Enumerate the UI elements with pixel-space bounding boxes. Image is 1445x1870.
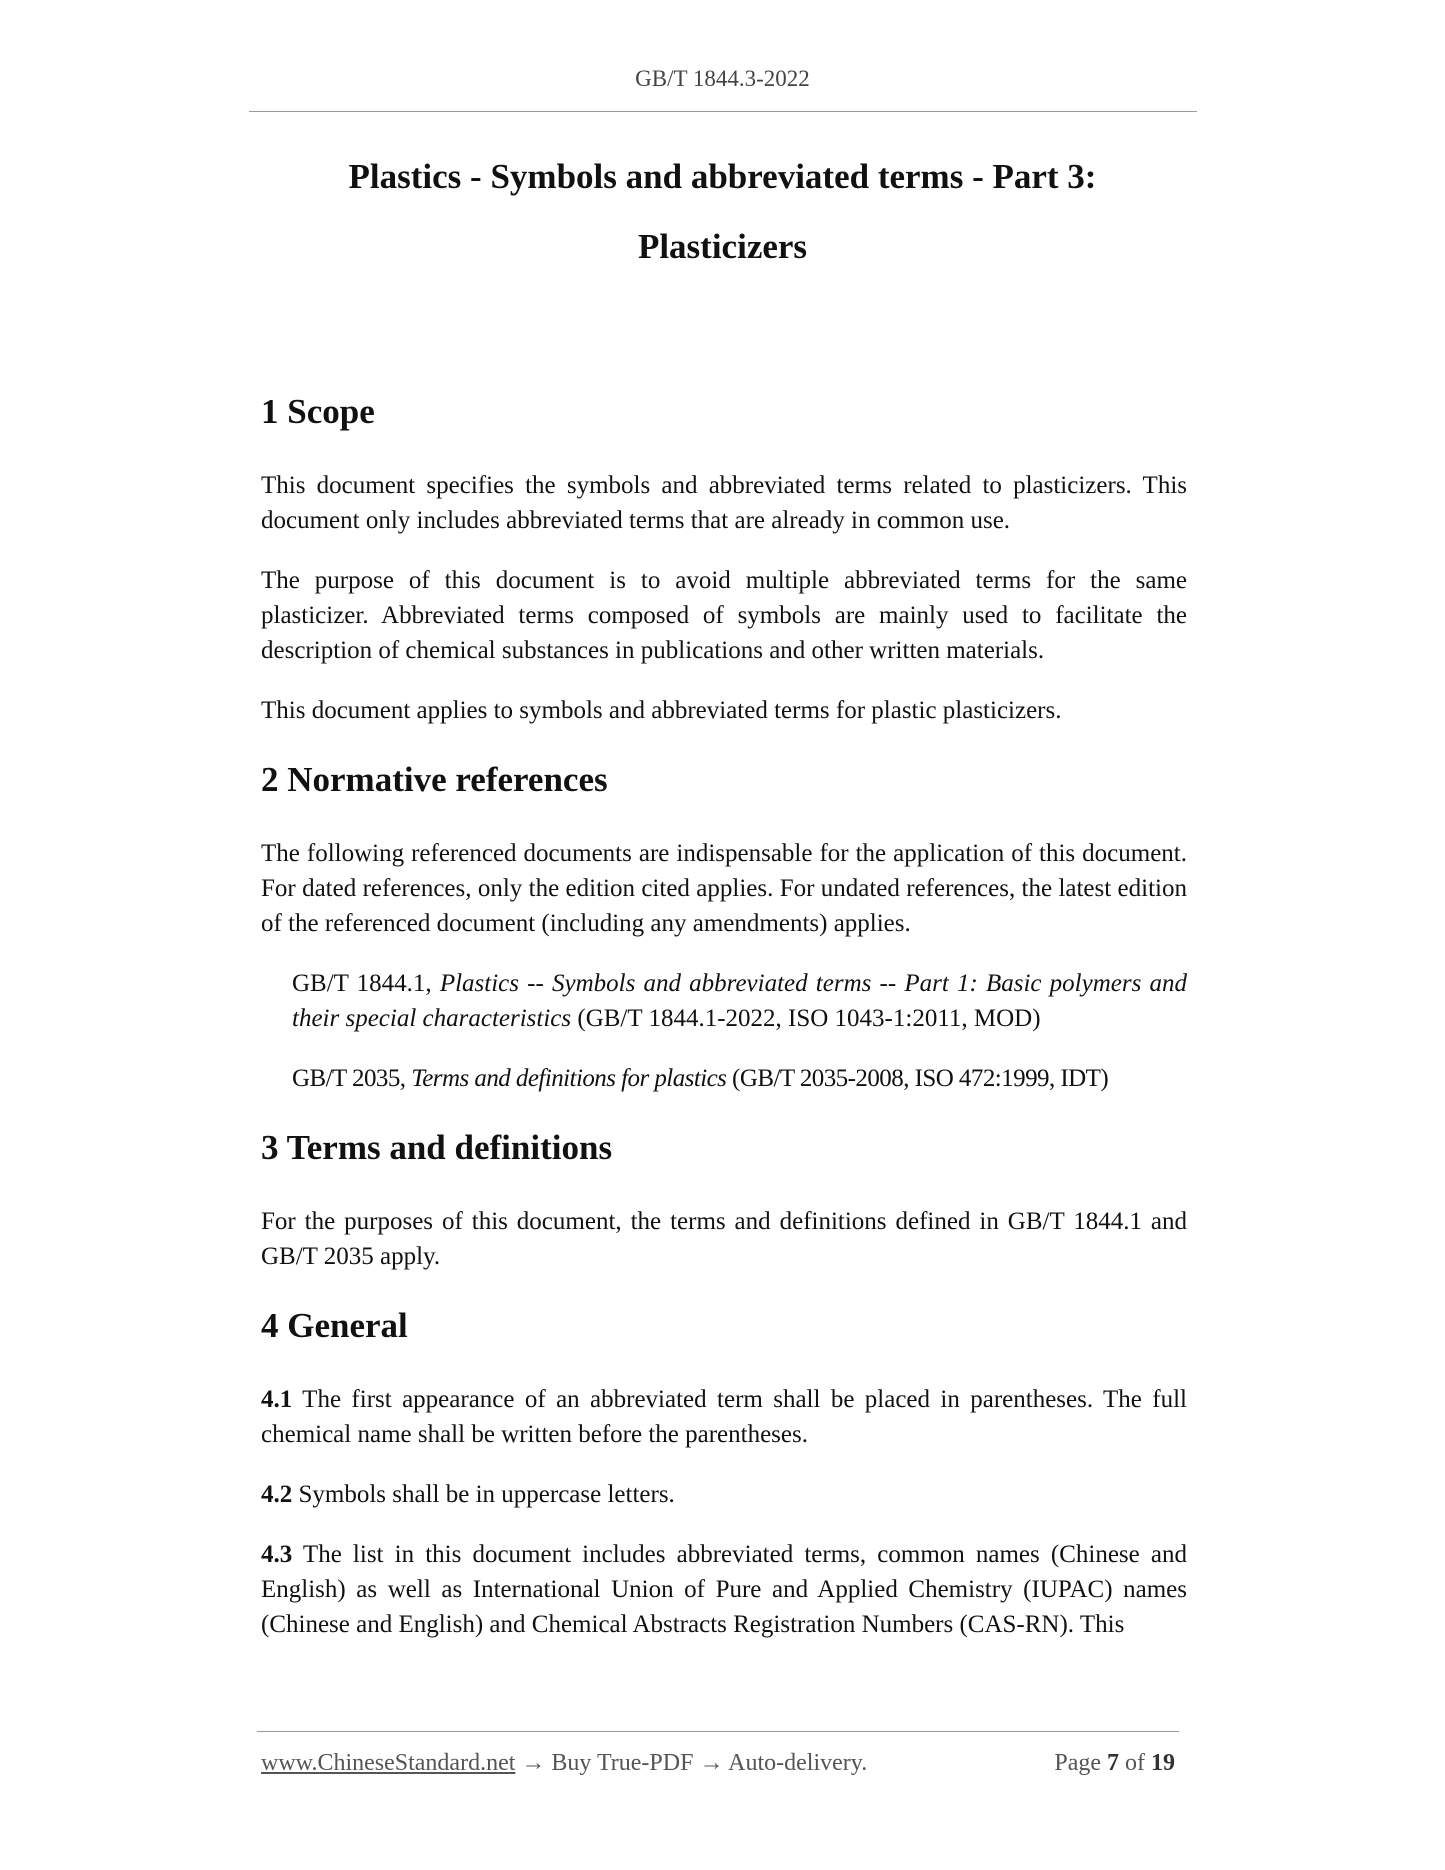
section-heading-scope: 1 Scope: [261, 392, 375, 431]
footer-delivery-text: → Auto-delivery.: [699, 1750, 868, 1776]
header-document-code: GB/T 1844.3-2022: [635, 66, 810, 91]
document-body: [261, 388, 1187, 1667]
total-page-count: 19: [1151, 1750, 1175, 1776]
section-terms-definitions: [261, 1124, 1187, 1274]
clause-text: The list in this document includes abbreviated terms, common names (Chinese and English) as well as International Union of Pure and Applied Chemistry (IUPAC) names (Chinese and English) and Chemical Abstracts Registration Numbers (CAS-RN). This: [261, 1541, 1187, 1638]
scope-paragraph-2: The purpose of this document is to avoid multiple abbreviated terms for the same plasticizer. Abbreviated terms composed of symbols are mainly used to facilitate the description of chemical substances in publications and other written materials.: [261, 567, 1187, 664]
footer-promo: [261, 1750, 867, 1777]
footer-divider: [257, 1731, 1179, 1732]
general-clause-4-2: [261, 1477, 1187, 1512]
section-heading-terms-definitions: 3 Terms and definitions: [261, 1128, 613, 1167]
section-scope: [261, 388, 1187, 728]
clause-number: 4.2: [261, 1481, 293, 1508]
clause-text: The first appearance of an abbreviated term shall be placed in parentheses. The full chemical name shall be written before the parentheses.: [261, 1386, 1187, 1448]
section-normative-references: [261, 756, 1187, 1096]
reference-item-gbt-2035: [261, 1061, 1187, 1096]
scope-paragraph-3: This document applies to symbols and abbreviated terms for plastic plasticizers.: [261, 697, 1062, 724]
normative-paragraph: The following referenced documents are indispensable for the application of this document. For dated references, only the edition cited applies. For undated references, the latest edition of the referenced document (including any amendments) applies.: [261, 840, 1187, 937]
clause-text: Symbols shall be in uppercase letters.: [292, 1481, 675, 1508]
general-clause-4-1: [261, 1382, 1187, 1452]
scope-paragraph-1: This document specifies the symbols and abbreviated terms related to plasticizers. This document only includes abbreviated terms that are already in common use.: [261, 472, 1187, 534]
clause-number: 4.3: [261, 1541, 293, 1568]
section-heading-general: 4 General: [261, 1306, 408, 1345]
document-title-line-1: Plastics - Symbols and abbreviated terms - Part 3:: [348, 157, 1097, 196]
reference-item-gbt-1844-1: [261, 966, 1187, 1036]
section-heading-normative-references: 2 Normative references: [261, 760, 608, 799]
chinese-standard-link[interactable]: www.ChineseStandard.net: [261, 1750, 516, 1776]
reference-title: Terms and definitions for plastics: [411, 1065, 727, 1092]
current-page-number: 7: [1107, 1750, 1119, 1776]
terms-paragraph: For the purposes of this document, the terms and definitions defined in GB/T 1844.1 and GB/T 2035 apply.: [261, 1208, 1187, 1270]
reference-title: Plastics -- Symbols and abbreviated terms -- Part 1: Basic polymers and their special characteristics: [292, 970, 1187, 1032]
reference-suffix: (GB/T 1844.1-2022, ISO 1043-1:2011, MOD): [571, 1005, 1041, 1032]
reference-code: GB/T 2035,: [292, 1065, 412, 1092]
page-label: Page: [1054, 1750, 1107, 1776]
document-title-line-2: Plasticizers: [637, 227, 808, 266]
page-number-indicator: [1054, 1750, 1175, 1777]
clause-number: 4.1: [261, 1386, 293, 1413]
general-clause-4-3: [261, 1537, 1187, 1642]
reference-suffix: (GB/T 2035-2008, ISO 472:1999, IDT): [726, 1065, 1109, 1092]
section-general: [261, 1302, 1187, 1642]
header-divider: [249, 111, 1197, 112]
footer-buy-text: → Buy True-PDF: [515, 1750, 700, 1776]
of-label: of: [1119, 1750, 1151, 1776]
reference-code: GB/T 1844.1,: [292, 970, 440, 997]
